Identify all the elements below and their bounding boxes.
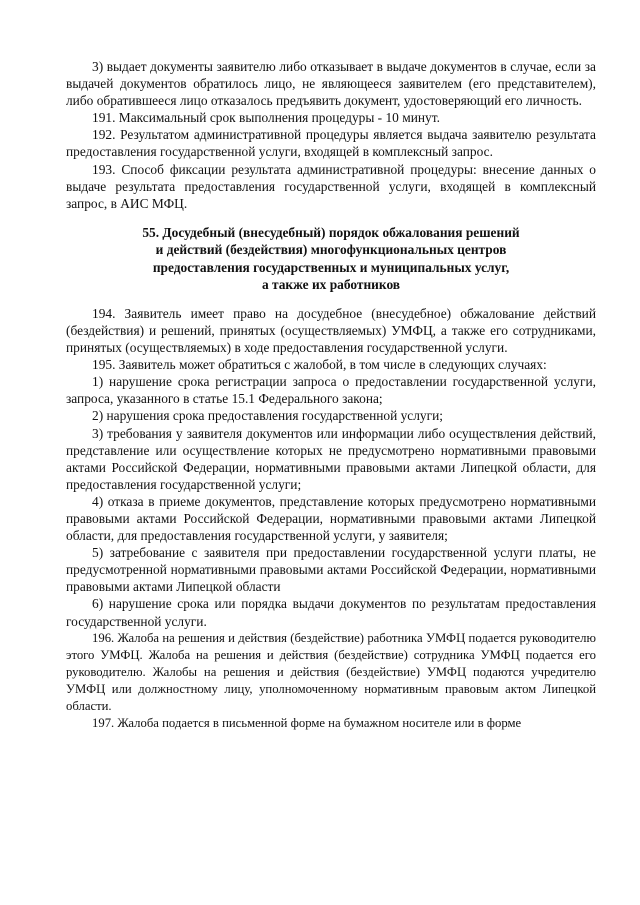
list-item-6: 6) нарушение срока или порядка выдачи документов по результатам предоставления государственной услуги.	[66, 596, 596, 629]
heading-line-3: предоставления государственных и муниципальных услуг,	[152, 259, 510, 275]
paragraph-192: 192. Результатом административной процедуры является выдача заявителю результата предоставления государственной услуги, входящей в комплексный запрос.	[66, 127, 596, 160]
paragraph-196: 196. Жалоба на решения и действия (бездействие) работника УМФЦ подается руководителю этого УМФЦ. Жалоба на решения и действия (бездействие) сотрудника УМФЦ подается его руководителю. Жалобы на решения и действия (бездействие) УМФЦ подаются учредителю УМФЦ или должностному лицу, уполномоченному нормативным правовым актом Липецкой области.	[66, 630, 596, 713]
heading-line-4: а также их работников	[261, 277, 401, 293]
paragraph-191: 191. Максимальный срок выполнения процедуры - 10 минут.	[92, 110, 440, 126]
list-item-5: 5) затребование с заявителя при предоставлении государственной услуги платы, не предусмотренной нормативными правовыми актами Российской Федерации, нормативными правовыми актами Липецкой области	[66, 545, 596, 595]
list-item-4: 4) отказа в приеме документов, представление которых предусмотрено нормативными правовыми актами Российской Федерации, нормативными правовыми актами Липецкой области, для предоставления государственной услуги, у заявителя;	[66, 493, 596, 544]
paragraph-195: 195. Заявитель может обратиться с жалобой, в том числе в следующих случаях:	[92, 357, 547, 373]
list-item-1: 1) нарушение срока регистрации запроса о предоставлении государственной услуги, запроса, указанного в статье 15.1 Федерального закона;	[66, 374, 596, 407]
paragraph-197: 197. Жалоба подается в письменной форме на бумажном носителе или в форме	[92, 715, 522, 730]
list-item-3: 3) требования у заявителя документов или информации либо осуществления действий, представление или осуществление которых не предусмотрено нормативными правовыми актами Российской Федерации, нормативными правовыми актами Липецкой области, для предоставления государственной услуги;	[66, 425, 596, 492]
paragraph-193: 193. Способ фиксации результата административной процедуры: внесение данных о выдаче результата предоставления государственной услуги, входящей в комплексный запрос, в АИС МФЦ.	[66, 161, 596, 211]
list-item-2: 2) нарушения срока предоставления государственной услуги;	[92, 408, 444, 424]
section-heading-55	[66, 224, 596, 294]
paragraph-3-issue-documents: 3) выдает документы заявителю либо отказывает в выдаче документов в случае, если за выдачей документов обратилось лицо, не являющееся заявителем (его представителем), либо обратившееся лицо отказалось предъявить документ, удостоверяющий его личность.	[66, 59, 596, 109]
paragraph-194: 194. Заявитель имеет право на досудебное (внесудебное) обжалование действий (бездействия) и решений, принятых (осуществляемых) УМФЦ, а также его сотрудниками, принятых (осуществляемых) в ходе предоставления государственной услуги.	[66, 305, 596, 356]
heading-line-1: 55. Досудебный (внесудебный) порядок обжалования решений	[142, 224, 520, 240]
heading-line-2: и действий (бездействия) многофункциональных центров	[155, 242, 507, 258]
